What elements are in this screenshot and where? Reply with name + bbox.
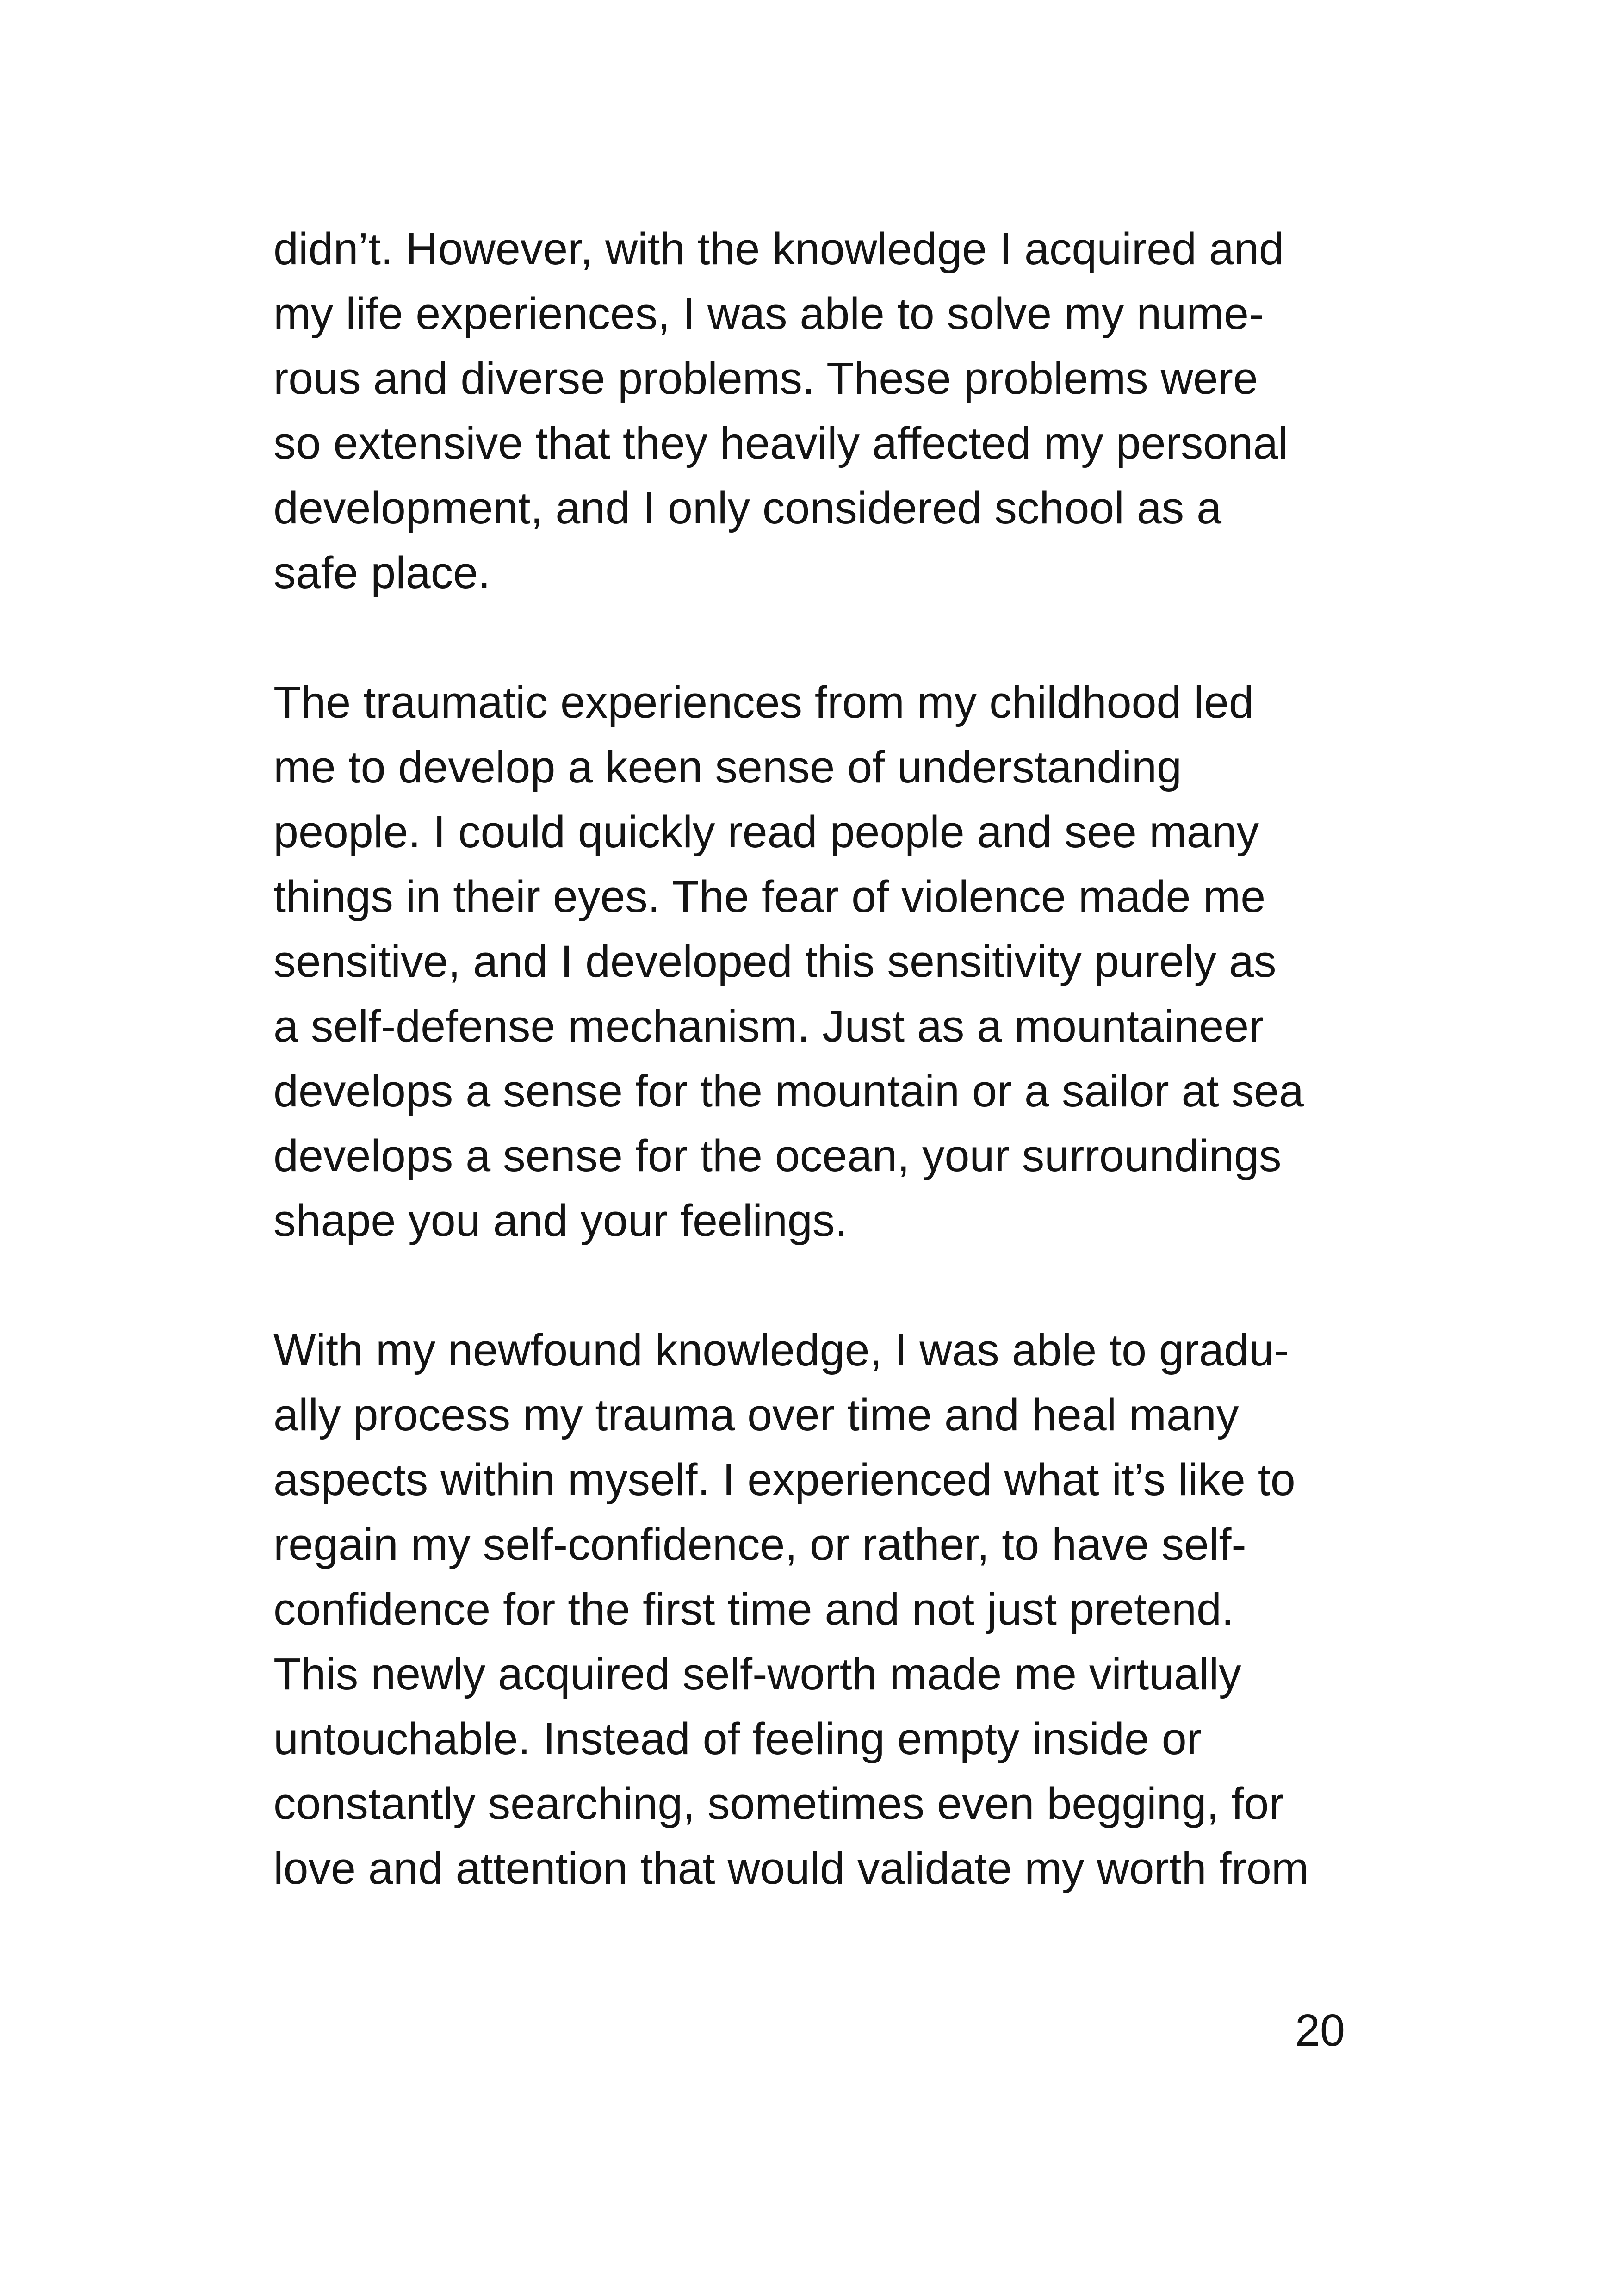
text-line: aspects within myself. I experienced what it’s like to (273, 1454, 1296, 1505)
text-line: a self-defense mechanism. Just as a mountaineer (273, 1001, 1264, 1051)
text-line: confidence for the first time and not just pretend. (273, 1584, 1234, 1634)
body-text (273, 217, 1393, 1901)
paragraph-2 (273, 670, 1393, 1253)
text-line: my life experiences, I was able to solve my nume- (273, 288, 1264, 339)
text-line: untouchable. Instead of feeling empty inside or (273, 1713, 1202, 1764)
text-line: constantly searching, sometimes even begging, for (273, 1778, 1284, 1829)
paragraph-spacer (273, 1253, 1393, 1318)
text-line: shape you and your feelings. (273, 1195, 848, 1246)
text-line: The traumatic experiences from my childhood led (273, 677, 1254, 727)
text-line: me to develop a keen sense of understanding (273, 742, 1182, 792)
paragraph-3 (273, 1318, 1393, 1901)
text-line: develops a sense for the ocean, your surroundings (273, 1130, 1282, 1181)
text-line: develops a sense for the mountain or a sailor at sea (273, 1066, 1304, 1116)
text-line: things in their eyes. The fear of violence made me (273, 871, 1266, 922)
text-line: safe place. (273, 547, 491, 598)
text-line: so extensive that they heavily affected my personal (273, 418, 1288, 468)
text-line: ally process my trauma over time and heal many (273, 1390, 1239, 1440)
text-line: love and attention that would validate my worth from (273, 1843, 1309, 1893)
page-number: 20 (1295, 2005, 1345, 2055)
text-line: This newly acquired self-worth made me virtually (273, 1649, 1241, 1699)
text-line: development, and I only considered school as a (273, 483, 1222, 533)
text-line: regain my self-confidence, or rather, to have self- (273, 1519, 1246, 1570)
text-line: rous and diverse problems. These problems were (273, 353, 1258, 403)
text-line: sensitive, and I developed this sensitivity purely as (273, 936, 1277, 987)
paragraph-spacer (273, 605, 1393, 670)
paragraph-1 (273, 217, 1393, 605)
text-line: people. I could quickly read people and see many (273, 807, 1259, 857)
text-line: didn’t. However, with the knowledge I acquired and (273, 223, 1284, 274)
text-line: With my newfound knowledge, I was able to gradu- (273, 1325, 1289, 1375)
